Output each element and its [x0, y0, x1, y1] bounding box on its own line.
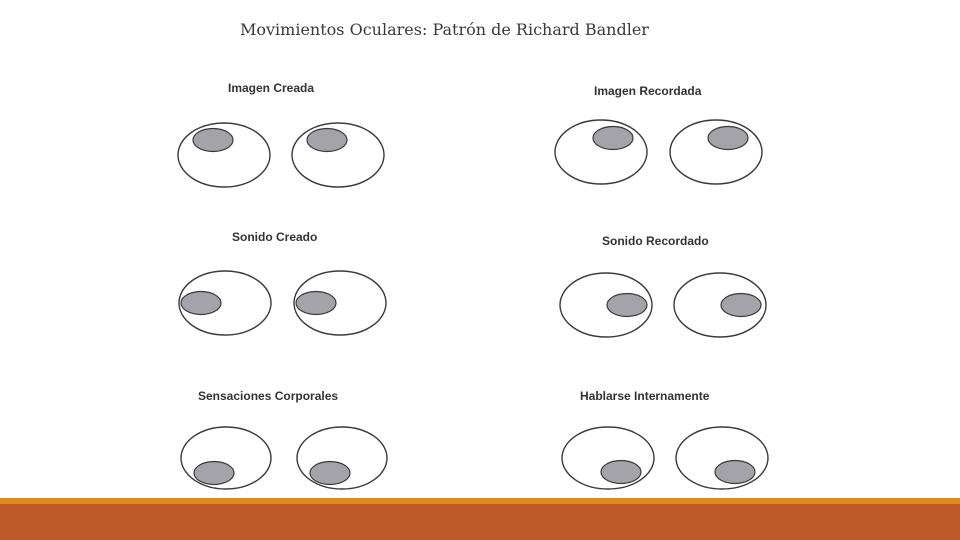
slide-title: Movimientos Oculares: Patrón de Richard Bandler: [240, 20, 649, 39]
iris-left: [607, 294, 647, 317]
iris-right: [307, 129, 347, 152]
iris-left: [194, 462, 234, 485]
panel-label-sonido-creado: Sonido Creado: [232, 230, 318, 244]
iris-right: [310, 462, 350, 485]
iris-left: [181, 292, 221, 315]
panel-label-imagen-creada: Imagen Creada: [228, 81, 315, 95]
footer-bar: [0, 504, 960, 540]
panel-label-sensaciones-corporales: Sensaciones Corporales: [198, 389, 339, 403]
iris-right: [296, 292, 336, 315]
iris-right: [715, 461, 755, 484]
iris-left: [601, 461, 641, 484]
iris-left: [593, 127, 633, 150]
panel-label-sonido-recordado: Sonido Recordado: [602, 234, 709, 248]
iris-left: [193, 129, 233, 152]
iris-right: [708, 127, 748, 150]
panel-label-imagen-recordada: Imagen Recordada: [594, 84, 702, 98]
iris-right: [721, 294, 761, 317]
panel-label-hablarse-internamente: Hablarse Internamente: [580, 389, 710, 403]
